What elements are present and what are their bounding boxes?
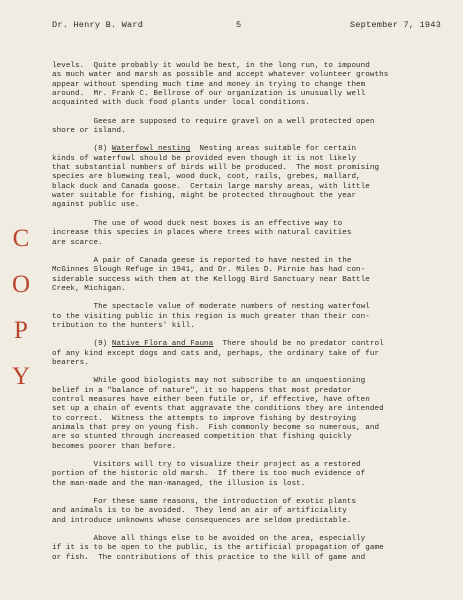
paragraph bbox=[52, 220, 452, 248]
text-line: appear without spending much time and money in trying to change them bbox=[52, 80, 366, 89]
paragraph bbox=[52, 62, 452, 109]
text-line: around. Mr. Frank C. Bellrose of our organization is unusually well bbox=[52, 90, 366, 99]
text-line: that substantial numbers of birds will be produced. The most promising bbox=[52, 164, 380, 173]
page-header bbox=[52, 20, 441, 34]
paragraph bbox=[52, 340, 452, 368]
text-line: A pair of Canada geese is reported to have nested in the bbox=[52, 256, 352, 265]
paragraph bbox=[52, 145, 452, 210]
text-line: shore or island. bbox=[52, 127, 126, 136]
letter-date: September 7, 1943 bbox=[349, 20, 441, 30]
letter-body bbox=[52, 62, 452, 572]
section-heading: Waterfowl nesting bbox=[111, 145, 191, 154]
text-line: if it is to be open to the public, is the artificial propagation of game bbox=[52, 544, 384, 553]
text-line: becomes poorer than before. bbox=[52, 442, 177, 451]
text-line: are so stunted through increased competition that fishing quickly bbox=[52, 433, 352, 442]
paragraph bbox=[52, 535, 452, 563]
text-line: of any kind except dogs and cats and, perhaps, the ordinary take of fur bbox=[52, 349, 380, 358]
text-line: siderable success with them at the Kellogg Bird Sanctuary near Battle bbox=[52, 275, 370, 284]
text-line: Geese are supposed to require gravel on a well protected open bbox=[52, 117, 375, 126]
text-line: set up a chain of events that aggravate the conditions they are intended bbox=[52, 405, 384, 414]
text-line: to the visiting public in this region is much greater than their con- bbox=[52, 312, 370, 321]
text-line: belief in a "balance of nature", it so happens that most predator bbox=[52, 386, 352, 395]
text-line: For these same reasons, the introduction of exotic plants bbox=[52, 498, 357, 507]
copy-stamp-letter: Y bbox=[11, 363, 31, 390]
page-number: 5 bbox=[236, 20, 242, 30]
section-heading: Native Flora and Fauna bbox=[111, 340, 214, 349]
text-line: species are bluewing teal, wood duck, coot, rails, grebes, mallard, bbox=[52, 173, 361, 182]
paragraph bbox=[52, 461, 452, 489]
line-text: Nesting areas suitable for certain bbox=[190, 145, 357, 154]
text-line: Visitors will try to visualize their project as a restored bbox=[52, 461, 361, 470]
text-line: animals that prey on young fish. Fish commonly become so numerous, and bbox=[52, 424, 380, 432]
section-number: (9) bbox=[52, 340, 112, 349]
copy-stamp-letter: P bbox=[14, 317, 28, 344]
paragraph bbox=[52, 118, 452, 137]
text-line: Above all things else to be avoided on the area, especially bbox=[52, 535, 366, 544]
copy-stamp-letter: O bbox=[11, 271, 31, 298]
text-line bbox=[52, 340, 452, 349]
text-line: the man-made and the man-managed, the illusion is lost. bbox=[52, 479, 306, 488]
text-line: McGinnes Slough Refuge in 1941, and Dr. Miles D. Pirnie has had con- bbox=[52, 266, 366, 275]
text-line: water suitable for fishing, might be protected throughout the year bbox=[52, 192, 357, 201]
paragraph bbox=[52, 257, 452, 294]
copy-stamp-letter: C bbox=[12, 225, 30, 252]
text-line: portion of the historic old marsh. If there is too much evidence of bbox=[52, 470, 366, 479]
text-line: are scarce. bbox=[52, 238, 103, 247]
text-line: black duck and Canada goose. Certain large marshy areas, with little bbox=[52, 182, 370, 191]
text-line: The spectacle value of moderate numbers of nesting waterfowl bbox=[52, 303, 370, 312]
text-line bbox=[52, 145, 452, 154]
section-number: (8) bbox=[52, 145, 112, 154]
recipient-name: Dr. Henry B. Ward bbox=[52, 20, 144, 30]
text-line: bearers. bbox=[52, 358, 89, 367]
paragraph bbox=[52, 498, 452, 526]
text-line: and introduce unknowns whose consequences are seldom predictable. bbox=[52, 516, 352, 525]
line-text: There should be no predator control bbox=[213, 340, 384, 349]
copy-stamp bbox=[8, 226, 34, 410]
text-line: and animals is to be avoided. They lend an air of artificiality bbox=[52, 507, 347, 516]
text-line: control measures have either been futile or, if effective, have often bbox=[52, 395, 370, 404]
text-line: Creek, Michigan. bbox=[52, 284, 126, 293]
paragraph bbox=[52, 377, 452, 452]
text-line: increase this species in places where trees with natural cavities bbox=[52, 229, 352, 238]
text-line: acquainted with duck food plants under local conditions. bbox=[52, 99, 310, 108]
text-line: The use of wood duck nest boxes is an effective way to bbox=[52, 219, 343, 228]
text-line: While good biologists may not subscribe to an unquestioning bbox=[52, 377, 366, 386]
text-line: against public use. bbox=[52, 201, 140, 210]
text-line: as much water and marsh as possible and accept whatever volunteer growths bbox=[52, 71, 389, 80]
text-line: to correct. Witness the attempts to improve fishing by destroying bbox=[52, 414, 357, 423]
text-line: or fish. The contributions of this practice to the kill of game and bbox=[52, 553, 366, 562]
text-line: levels. Quite probably it would be best, in the long run, to impound bbox=[52, 62, 370, 70]
text-line: tribution to the hunters' kill. bbox=[52, 321, 195, 330]
text-line: kinds of waterfowl should be provided even though it is not likely bbox=[52, 154, 357, 163]
paragraph bbox=[52, 303, 452, 331]
